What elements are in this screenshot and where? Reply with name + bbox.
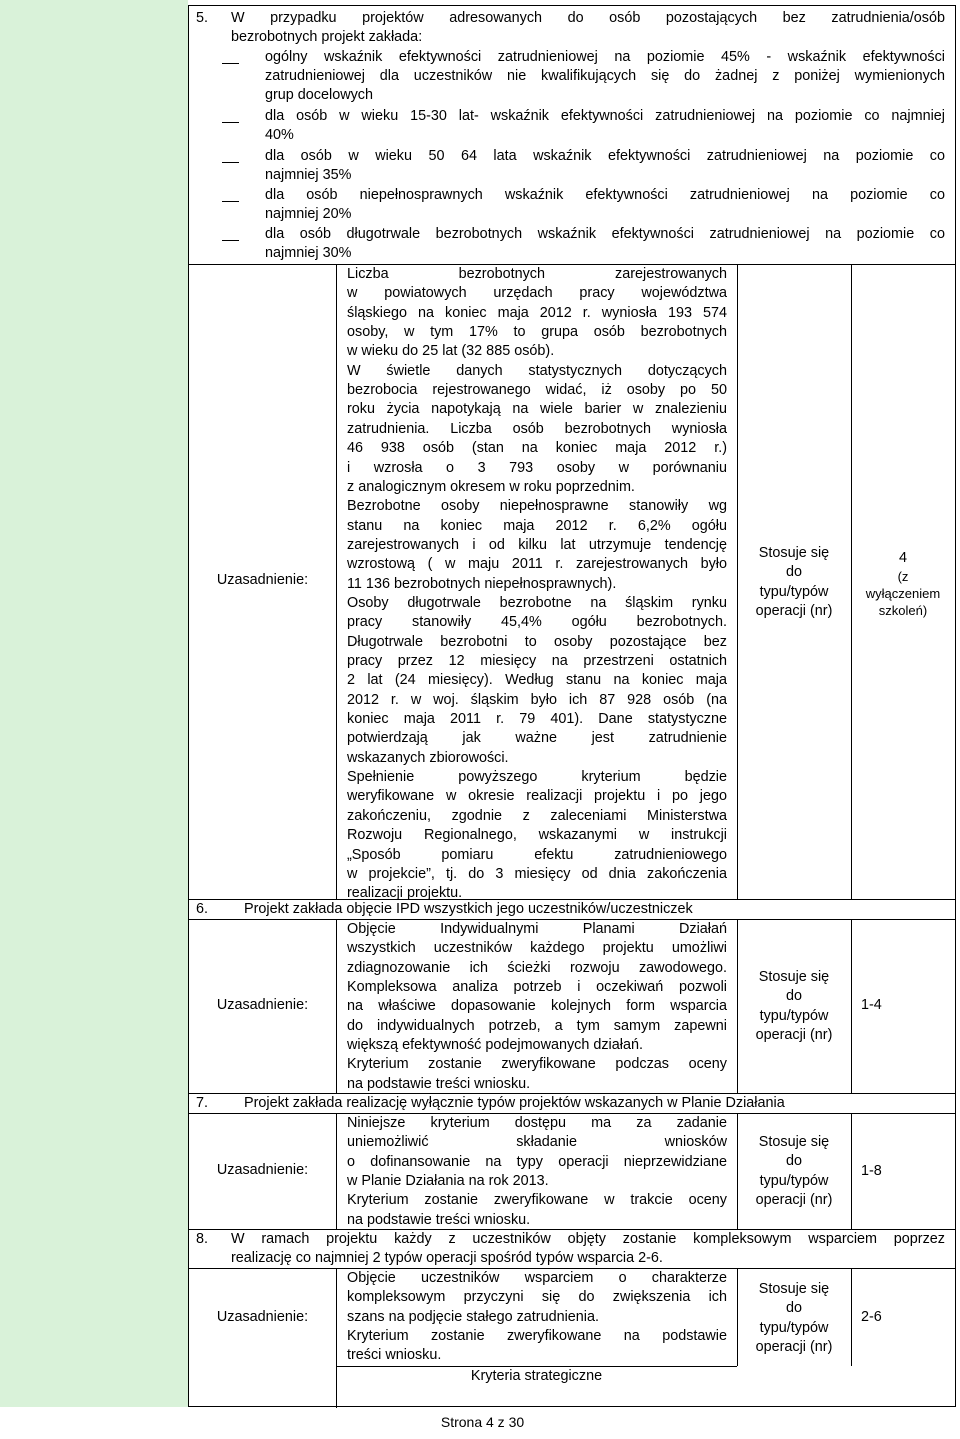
justification-line: pracy przez 12 miesięcy na przestrzeni ostatnich — [347, 653, 727, 669]
applies-line: do — [785, 564, 802, 581]
operation-types-line: szkoleń) — [878, 603, 928, 618]
justification-line: na podstawie treści wniosku. — [347, 1211, 531, 1228]
justification-line: zatrudnienia. Liczba osób bezrobotnych wyniosła — [347, 420, 727, 437]
justification-line: zakończeniu, zgodnie z zaleceniami Ministerstwa — [347, 807, 727, 824]
justification-line: Objęcie Indywidualnymi Planami Działań — [347, 921, 727, 937]
criterion-heading-line: bezrobotnych projekt zakłada: — [231, 29, 423, 45]
justification-line: szans na podjęcie stałego zatrudnienia. — [347, 1308, 600, 1325]
justification-line: Kryterium zostanie zweryfikowane w trakcie oceny — [347, 1192, 727, 1209]
dash-bullet-icon — [222, 162, 239, 163]
applies-line: operacji (nr) — [755, 603, 833, 620]
applies-line: do — [785, 988, 802, 1005]
justification-label: Uzasadnienie: — [216, 997, 309, 1013]
justification-line: roku życia napotykają na wiele barier w znalezieniu — [347, 401, 727, 418]
strategic-criteria-heading: Kryteria strategiczne — [470, 1368, 603, 1384]
applies-line: do — [785, 1300, 802, 1317]
criterion-heading: Projekt zakłada objęcie IPD wszystkich jego uczestników/uczestniczek — [244, 901, 693, 917]
applies-line: operacji (nr) — [755, 1339, 833, 1356]
applies-line: typu/typów — [759, 1172, 829, 1189]
operation-types: 1-8 — [861, 1163, 882, 1179]
bullet-line: dla osób w wieku 50 64 lata wskaźnik efektywności zatrudnieniowej na poziomie co — [265, 148, 945, 164]
operation-types: 1-4 — [861, 997, 882, 1013]
justification-line: 46 938 osób (stan na koniec maja 2012 r.) — [347, 440, 727, 457]
justification-line: w projekcie”, tj. do 3 miesięcy od dnia zakończenia — [347, 865, 727, 882]
justification-line: bezrobocia rejestrowanego widać, iż osoby po 50 — [347, 382, 727, 399]
criterion-heading: Projekt zakłada realizację wyłącznie typów projektów wskazanych w Planie Działania — [244, 1095, 785, 1111]
justification-label: Uzasadnienie: — [216, 1309, 309, 1325]
justification-line: wskazanych zbiorowości. — [347, 749, 509, 766]
justification-line: Osoby długotrwale bezrobotne na śląskim rynku — [347, 594, 727, 611]
justification-line: Kompleksowa analiza potrzeb i oczekiwań pozwoli — [347, 979, 727, 996]
criterion-heading-line: realizację co najmniej 2 typów operacji spośród typów wsparcia 2-6. — [231, 1250, 663, 1266]
bullet-line: grup docelowych — [265, 87, 373, 103]
column-divider — [851, 1268, 852, 1366]
justification-line: Długotrwale bezrobotni to osoby pozostające bez — [347, 633, 727, 650]
operation-types-line: wyłączeniem — [865, 586, 941, 601]
justification-line: Spełnienie powyższego kryterium będzie — [347, 769, 727, 786]
justification-line: o dofinansowanie na typy operacji nieprzewidziane — [347, 1153, 727, 1170]
criterion-number: 5. — [196, 10, 209, 26]
justification-line: potwierdzają jak ważne jest zatrudnienie — [347, 730, 727, 747]
applies-to-label — [737, 1133, 851, 1210]
justification-line: śląskiego na koniec maja 2012 r. wyniosła 193 574 — [347, 304, 727, 321]
justification-line: treści wniosku. — [347, 1347, 442, 1364]
dash-bullet-icon — [222, 201, 239, 202]
dash-bullet-icon — [222, 122, 239, 123]
justification-line: na podstawie treści wniosku. — [347, 1075, 531, 1092]
applies-line: do — [785, 1153, 802, 1170]
justification-line: w wieku do 25 lat (32 885 osób). — [347, 343, 555, 360]
applies-line: Stosuje się — [758, 1281, 830, 1297]
justification-line: 2012 r. w woj. śląskim było ich 87 928 osób (na — [347, 691, 727, 708]
column-divider — [336, 1268, 337, 1408]
justification-line: Kryterium zostanie zweryfikowane podczas oceny — [347, 1056, 727, 1073]
column-divider — [336, 264, 337, 899]
justification-line: 2 lat (24 miesięcy). Według stanu na koniec maja — [347, 672, 727, 689]
justification-line: osoby, w tym 17% to grupa osób bezrobotnych — [347, 324, 727, 341]
justification-line: realizacji projektu. — [347, 885, 463, 902]
applies-line: typu/typów — [759, 1007, 829, 1024]
bullet-line: najmniej 20% — [265, 206, 352, 222]
applies-line: typu/typów — [759, 583, 829, 600]
justification-line: stanu na koniec maja 2012 r. 6,2% ogółu — [347, 517, 727, 534]
bullet-line: najmniej 30% — [265, 245, 352, 261]
justification-line: zdiagnozowanie ich ścieżki rozwoju zawodowego. — [347, 959, 727, 976]
criterion-heading-line: W przypadku projektów adresowanych do osób pozostających bez zatrudnienia/osób — [231, 10, 945, 26]
bullet-line: dla osób niepełnosprawnych wskaźnik efektywności zatrudnieniowej na poziomie co — [265, 187, 945, 203]
bullet-line: dla osób w wieku 15-30 lat- wskaźnik efektywności zatrudnieniowej na poziomie co najmniej — [265, 108, 945, 124]
bullet-line: zatrudnieniowej dla uczestników nie kwalifikujących się do żadnej z poniżej wymienionych — [265, 68, 945, 84]
justification-line: większą efektywność podejmowanych działań. — [347, 1037, 643, 1054]
criterion-number: 8. — [196, 1231, 209, 1247]
column-divider — [851, 919, 852, 1093]
applies-line: Stosuje się — [758, 545, 830, 561]
bullet-line: dla osób długotrwale bezrobotnych wskaźnik efektywności zatrudnieniowej na poziomie co — [265, 226, 945, 242]
page-footer — [0, 1414, 960, 1430]
justification-line: do indywidualnych potrzeb, a tym samym zapewni — [347, 1017, 727, 1034]
criterion-number: 6. — [196, 901, 209, 917]
justification-line: kompleksowym przyczyni się do zwiększenia ich — [347, 1289, 727, 1306]
dash-bullet-icon — [222, 240, 239, 241]
applies-to-label — [737, 544, 851, 621]
column-divider — [336, 919, 337, 1093]
column-divider — [851, 1113, 852, 1229]
justification-line: uniemożliwić składanie wniosków — [347, 1134, 727, 1151]
justification-line: weryfikowane w okresie realizacji projektu i po jego — [347, 788, 727, 805]
justification-line: pracy stanowiły 45,4% ogółu bezrobotnych. — [347, 614, 727, 631]
justification-line: w Planie Działania na rok 2013. — [347, 1173, 549, 1190]
page-number: Strona 4 z 30 — [440, 1414, 525, 1430]
bullet-line: 40% — [265, 127, 294, 143]
justification-line: i wzrosła o 3 793 osoby w porównaniu — [347, 459, 727, 476]
applies-line: Stosuje się — [758, 1134, 830, 1150]
criteria-table — [188, 5, 956, 1407]
dash-bullet-icon — [222, 63, 239, 64]
justification-line: na właściwe dopasowanie kolejnych form wsparcia — [347, 998, 727, 1015]
justification-line: Bezrobotne osoby niepełnosprawne stanowiły wg — [347, 498, 727, 515]
applies-to-label — [737, 1280, 851, 1357]
justification-line: Niniejsze kryterium dostępu ma za zadanie — [347, 1115, 727, 1131]
justification-line: w powiatowych urzędach pracy województwa — [347, 285, 727, 302]
applies-line: typu/typów — [759, 1319, 829, 1336]
justification-line: Rozwoju Regionalnego, wskazanymi w instrukcji — [347, 827, 727, 844]
justification-line: 11 136 bezrobotnych niepełnosprawnych). — [347, 575, 617, 592]
justification-line: wzrostową ( w maju 2011 r. zarejestrowanych było — [347, 556, 727, 573]
column-divider — [336, 1113, 337, 1229]
left-margin-band — [0, 0, 188, 1407]
criterion-heading-line: W ramach projektu każdy z uczestników objęty zostanie kompleksowym wsparciem poprzez — [231, 1231, 945, 1247]
justification-label: Uzasadnienie: — [216, 1162, 309, 1178]
justification-line: z analogicznym okresem w roku poprzednim. — [347, 478, 635, 495]
criterion-number: 7. — [196, 1095, 209, 1111]
bullet-line: ogólny wskaźnik efektywności zatrudnieniowej na poziomie 45% - wskaźnik efektywności — [265, 49, 945, 65]
justification-label: Uzasadnienie: — [216, 572, 309, 588]
operation-types-line: (z — [897, 569, 909, 584]
justification-line: zarejestrowanych i od kilku lat utrzymuje tendencję — [347, 536, 727, 553]
justification-line: koniec maja 2011 r. 79 401). Dane statystyczne — [347, 711, 727, 728]
bullet-line: najmniej 35% — [265, 167, 352, 183]
justification-line: Liczba bezrobotnych zarejestrowanych — [347, 266, 727, 282]
operation-types-line: 4 — [898, 550, 907, 566]
applies-line: operacji (nr) — [755, 1192, 833, 1209]
justification-line: W świetle danych statystycznych dotyczących — [347, 362, 727, 379]
justification-line: wszystkich uczestników każdego projektu umożliwi — [347, 940, 727, 957]
applies-line: Stosuje się — [758, 969, 830, 985]
justification-line: Kryterium zostanie zweryfikowane na podstawie — [347, 1328, 727, 1345]
justification-line: Objęcie uczestników wsparciem o charakterze — [347, 1270, 727, 1286]
operation-types: 2-6 — [861, 1309, 882, 1325]
operation-types — [851, 549, 955, 619]
applies-to-label — [737, 968, 851, 1045]
justification-line: „Sposób pomiaru efektu zatrudnieniowego — [347, 846, 727, 863]
applies-line: operacji (nr) — [755, 1027, 833, 1044]
